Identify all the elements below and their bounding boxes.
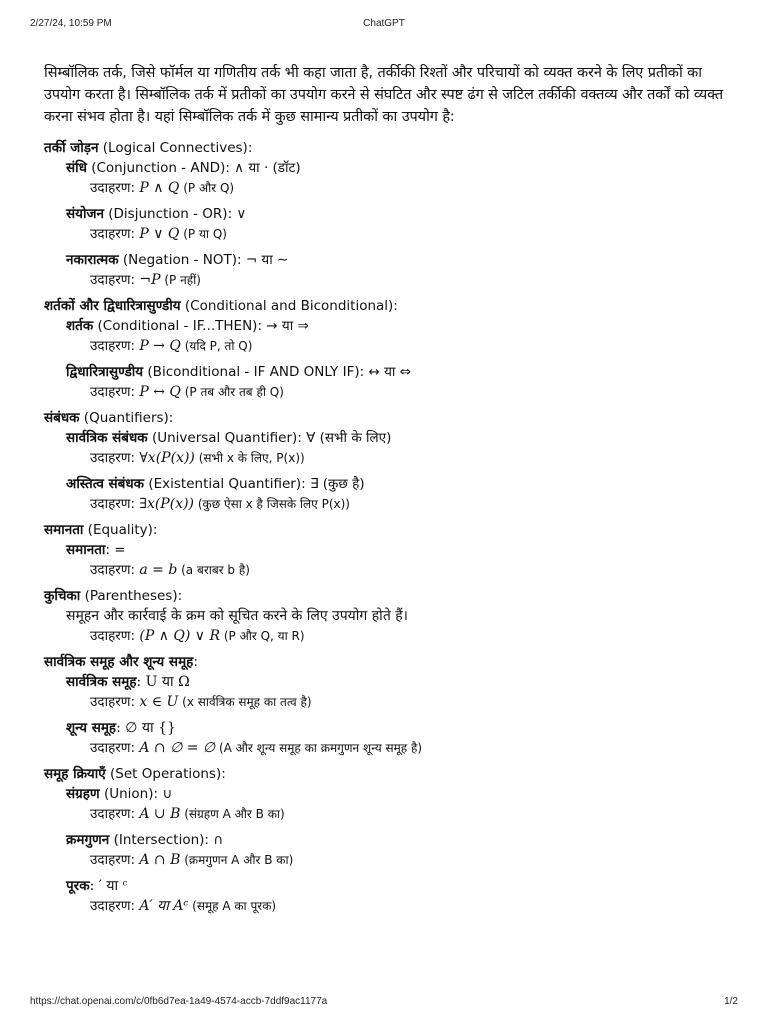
universal-set-example [44,692,734,712]
symbols: ∃ (कुछ है) [309,476,365,492]
label-english: (Conjunction - AND): [86,160,235,176]
title-hindi: सार्वत्रिक समूह और शून्य समूह [44,654,194,670]
label-hindi: शून्य समूह [66,720,117,736]
empty-set-label [44,718,734,738]
example-note: (a बराबर b है) [177,563,250,577]
document-body [44,62,734,916]
label-hindi: समानता [66,542,106,558]
symbols: ∧ या · (डॉट) [234,160,301,176]
title-hindi: तर्की जोड़न [44,140,99,156]
existential-quantifier-label [44,474,734,494]
label-english: (Existential Quantifier): [144,476,310,492]
example-math: P ↔ Q [139,384,181,400]
example-prefix: उदाहरण: [90,898,140,914]
example-note: (P और Q, या R) [220,629,305,643]
example-math: A ∪ B [139,806,181,822]
negation-example [44,270,734,290]
example-math: a = b [139,562,178,578]
section-parentheses [44,586,734,646]
label-hindi: सार्वत्रिक समूह [66,674,137,690]
example-note: (सभी x के लिए, P(x)) [194,451,305,465]
example-prefix: उदाहरण: [90,740,140,756]
label-english: (Universal Quantifier): [147,430,307,446]
section-title [44,296,734,316]
label-hindi: नकारात्मक [66,252,119,268]
title-english: (Equality): [83,522,158,538]
complement-example [44,896,734,916]
label-english: (Negation - NOT): [118,252,246,268]
label-english: (Union): [99,786,163,802]
page-number: 1/2 [724,996,738,1007]
section-title [44,764,734,784]
section-title [44,652,734,672]
conditional-label [44,316,734,336]
symbols: : ∅ या {} [116,720,176,736]
disjunction-example [44,224,734,244]
label-hindi: पूरक [66,878,90,894]
symbols: : ′ या ᶜ [89,878,128,894]
label-hindi: क्रमगुणन [66,832,110,848]
label-english: (Biconditional - IF AND ONLY IF): [143,364,369,380]
title-english: (Parentheses): [80,588,183,604]
symbols: ¬ या ∼ [245,252,289,268]
title-english: (Logical Connectives): [98,140,253,156]
existential-quantifier-example [44,494,734,514]
title-hindi: समूह क्रियाएँ [44,766,106,782]
example-prefix: उदाहरण: [90,226,140,242]
title-hindi: कुचिका [44,588,81,604]
example-prefix: उदाहरण: [90,852,140,868]
example-math: A ∩ ∅ = ∅ [139,740,216,756]
example-prefix: उदाहरण: [90,180,140,196]
example-prefix: उदाहरण: [90,384,140,400]
example-math: (P ∧ Q) ∨ R [139,628,221,644]
example-math: x ∈ U [139,694,179,710]
symbols: : = [105,542,126,558]
example-note: (क्रमगुणन A और B का) [180,853,294,867]
title-english: (Set Operations): [105,766,226,782]
label-english: (Disjunction - OR): [103,206,237,222]
equality-label [44,540,734,560]
intro-paragraph: सिम्बॉलिक तर्क, जिसे फॉर्मल या गणितीय तर्क भी कहा जाता है, तर्कीकी रिश्तों और परिचायों को व्यक्त करने के लिए प्रतीकों का उपयोग करता है। सिम्बॉलिक तर्क में प्रतीकों का उपयोग करने से संघटित और स्पष्ट ढंग से जटिल तर्कीकी वक्तव्य और तर्कों को व्यक्त करना संभव होता है। यहां सिम्बॉलिक तर्क में कुछ सामान्य प्रतीकों का उपयोग है: [44,65,723,125]
print-datetime: 2/27/24, 10:59 PM [30,18,112,29]
title-english: : [193,654,198,670]
example-prefix: उदाहरण: [90,272,140,288]
example-note: (P नहीं) [160,273,201,287]
example-math: ∃x(P(x)) [139,496,195,512]
section-quantifiers [44,408,734,514]
label-hindi: संयोजन [66,206,104,222]
page-title: ChatGPT [363,18,405,29]
label-english: (Conditional - IF...THEN): [93,318,267,334]
example-prefix: उदाहरण: [90,806,140,822]
symbols: ∨ [236,206,247,222]
section-title [44,586,734,606]
title-english: (Conditional and Biconditional): [180,298,398,314]
symbols: ∀ (सभी के लिए) [306,430,392,446]
disjunction-label [44,204,734,224]
title-hindi: समानता [44,522,84,538]
section-conditional [44,296,734,402]
section-title [44,408,734,428]
example-math: P ∨ Q [139,226,180,242]
section-equality [44,520,734,580]
universal-set-label [44,672,734,692]
example-prefix: उदाहरण: [90,450,140,466]
parentheses-example [44,626,734,646]
label-hindi: शर्तक [66,318,94,334]
label-hindi: संग्रहण [66,786,100,802]
page-url: https://chat.openai.com/c/0fb6d7ea-1a49-4574-accb-7ddf9ac1177a [30,996,328,1007]
parentheses-description: समूहन और कार्रवाई के क्रम को सूचित करने के लिए उपयोग होते हैं। [66,608,408,624]
title-hindi: शर्तकों और द्विधारित्रासुण्डीय [44,298,181,314]
title-english: (Quantifiers): [79,410,174,426]
example-math: A′ या Aᶜ [139,898,189,914]
section-universal-empty-sets [44,652,734,758]
biconditional-example [44,382,734,402]
label-hindi: द्विधारित्रासुण्डीय [66,364,144,380]
title-hindi: संबंधक [44,410,80,426]
conjunction-example [44,178,734,198]
symbols: ∩ [213,832,224,848]
example-note: (P या Q) [179,227,227,241]
equality-example [44,560,734,580]
symbols: ↔ या ⇔ [368,364,412,380]
example-prefix: उदाहरण: [90,496,140,512]
union-label [44,784,734,804]
example-prefix: उदाहरण: [90,694,140,710]
label-hindi: अस्तित्व संबंधक [66,476,145,492]
example-note: (कुछ ऐसा x है जिसके लिए P(x)) [194,497,350,511]
section-title [44,138,734,158]
empty-set-example [44,738,734,758]
example-math: ¬P [139,272,161,288]
section-title [44,520,734,540]
symbols: → या ⇒ [266,318,309,334]
example-note: (यदि P, तो Q) [180,339,253,353]
union-example [44,804,734,824]
label-hindi: सार्वत्रिक संबंधक [66,430,148,446]
example-math: ∀x(P(x)) [139,450,195,466]
conjunction-label [44,158,734,178]
example-prefix: उदाहरण: [90,338,140,354]
example-note: (x सार्वत्रिक समूह का तत्व है) [178,695,312,709]
example-note: (समूह A का पूरक) [188,899,277,913]
example-prefix: उदाहरण: [90,562,140,578]
example-math: A ∩ B [139,852,181,868]
biconditional-label [44,362,734,382]
complement-label [44,876,734,896]
section-logical-connectives [44,138,734,290]
universal-quantifier-label [44,428,734,448]
example-note: (संग्रहण A और B का) [180,807,285,821]
example-note: (P तब और तब ही Q) [180,385,284,399]
conditional-example [44,336,734,356]
negation-label [44,250,734,270]
symbols: : U या Ω [136,674,190,690]
example-note: (P और Q) [179,181,235,195]
universal-quantifier-example [44,448,734,468]
intersection-label [44,830,734,850]
intersection-example [44,850,734,870]
section-set-operations [44,764,734,916]
example-note: (A और शून्य समूह का क्रमगुणन शून्य समूह है) [215,741,423,755]
label-hindi: संधि [66,160,87,176]
example-math: P → Q [139,338,181,354]
symbols: ∪ [162,786,173,802]
example-prefix: उदाहरण: [90,628,140,644]
example-math: P ∧ Q [139,180,180,196]
label-english: (Intersection): [109,832,214,848]
